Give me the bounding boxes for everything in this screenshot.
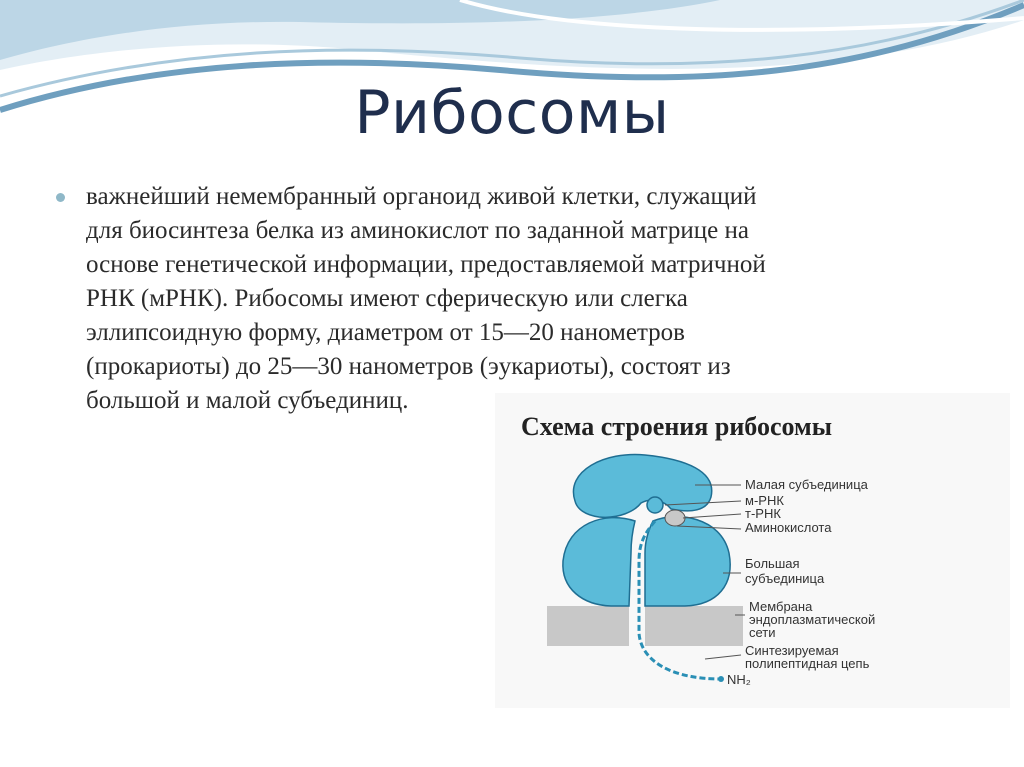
trna-mark	[665, 510, 685, 526]
diagram-title: Схема строения рибосомы	[521, 412, 833, 441]
label-chain: полипептидная цепь	[745, 656, 870, 671]
label-chain: Синтезируемая	[745, 643, 839, 658]
paragraph-line: РНК (мРНК). Рибосомы имеют сферическую или слегка	[86, 285, 688, 312]
ribosome-diagram-panel	[495, 393, 1010, 708]
paragraph-line: для биосинтеза белка из аминокислот по заданной матрице на	[86, 217, 749, 244]
bullet-icon	[56, 193, 65, 202]
label-membrane: сети	[749, 625, 776, 640]
ribosome-diagram	[495, 393, 1010, 708]
paragraph-line: большой и малой субъединиц.	[86, 387, 409, 414]
membrane-right	[645, 606, 743, 646]
label-amino-acid: Аминокислота	[745, 520, 832, 535]
leader-line	[705, 655, 741, 659]
chain-end	[718, 676, 724, 682]
label-nh2: NH₂	[727, 672, 751, 687]
mrna-mark	[647, 497, 663, 513]
label-small-subunit: Малая субъединица	[745, 477, 868, 492]
membrane-left	[547, 606, 629, 646]
paragraph-line: (прокариоты) до 25—30 нанометров (эукариоты), состоят из	[86, 353, 731, 380]
label-membrane: Мембрана	[749, 599, 813, 614]
paragraph-line: важнейший немембранный органоид живой клетки, служащий	[86, 183, 757, 210]
small-subunit	[573, 454, 711, 517]
page-title: Рибосомы	[354, 78, 670, 148]
bullet-paragraph	[86, 180, 946, 418]
paragraph-line: эллипсоидную форму, диаметром от 15—20 нанометров	[86, 319, 685, 346]
paragraph-line: основе генетической информации, предоставляемой матричной	[86, 251, 766, 278]
large-subunit	[563, 518, 635, 606]
label-large-subunit: субъединица	[745, 571, 825, 586]
label-membrane: эндоплазматической	[749, 612, 876, 627]
large-subunit-right	[645, 517, 730, 606]
label-trna: т-РНК	[745, 506, 781, 521]
label-large-subunit: Большая	[745, 556, 800, 571]
label-mrna: м-РНК	[745, 493, 784, 508]
leader-line	[683, 514, 741, 518]
